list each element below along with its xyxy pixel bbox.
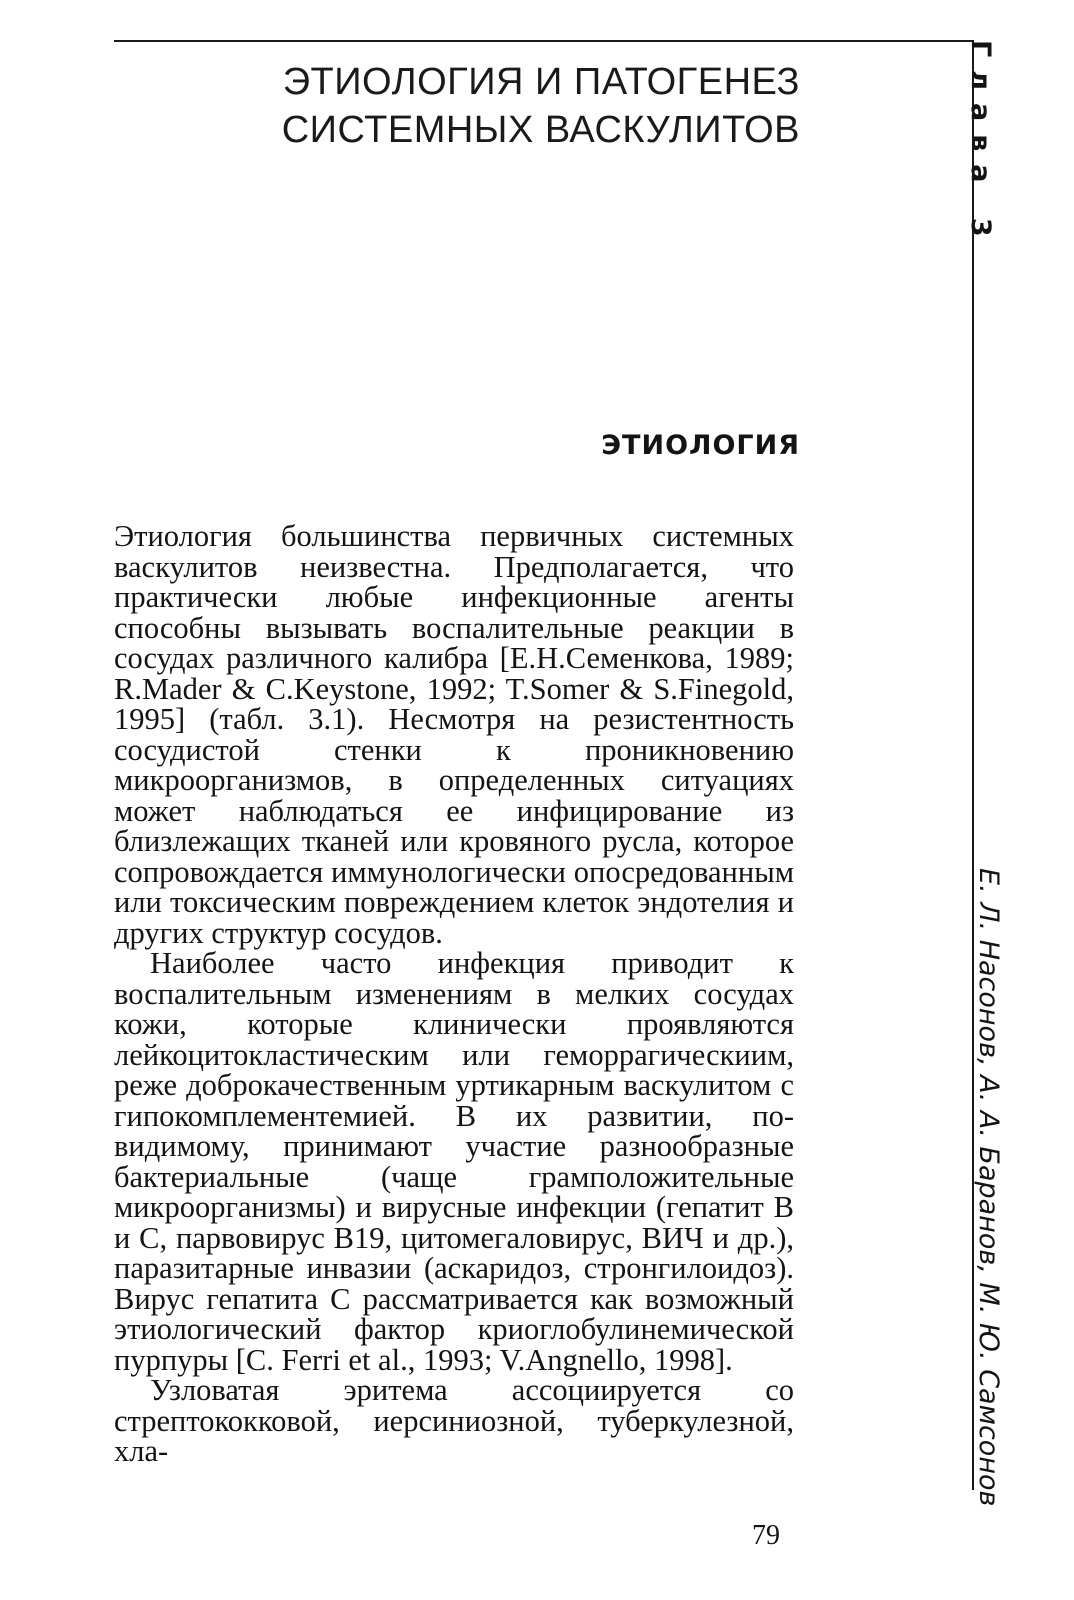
section-heading: ЭТИОЛОГИЯ	[601, 430, 800, 461]
running-head-authors: Е. Л. Насонов, А. А. Баранов, М. Ю. Самсонов	[973, 868, 1004, 1507]
paragraph-3: Узловатая эритема ассоциируется со стрептококковой, иерсиниозной, туберкулезной, хла-	[114, 1373, 794, 1468]
paragraph-1: Этиология большинства первичных системных васкулитов неизвестна. Предполагается, что практически любые инфекционные агенты способны вызывать воспалительные реакции в сосудах различного калибра [Е.Н.Семенкова, 1989; R.Mader & C.Keystone, 1992; T.Somer & S.Finegold, 1995] (табл. 3.1). Несмотря на резистентность сосудистой стенки к проникновению микроорганизмов, в определенных ситуациях может наблюдаться ее инфицирование из близлежащих тканей или кровяного русла, которое сопровождается иммунологически опосредованным или токсическим повреждением клеток эндотелия и других структур сосудов.	[114, 519, 794, 950]
paragraph-2: Наиболее часто инфекция приводит к воспалительным изменениям в мелких сосудах кожи, которые клинически проявляются лейкоцитокластическим или геморрагическиим, реже доброкачественным уртикарным васкулитом с гипокомплементемией. В их развитии, по-видимому, принимают участие разнообразные бактериальные (чаще грамположительные микроорганизмы) и вирусные инфекции (гепатит В и С, парвовирус В19, цитомегаловирус, ВИЧ и др.), паразитарные инвазии (аскаридоз, стронгилоидоз). Вирус гепатита С рассматривается как возможный этиологический фактор криоглобулинемической пурпуры [C. Ferri et al., 1993; V.Angnello, 1998].	[114, 946, 794, 1377]
chapter-title-line-1: ЭТИОЛОГИЯ И ПАТОГЕНЕЗ	[282, 61, 800, 103]
chapter-title	[120, 58, 800, 154]
chapter-side-label: Глава 3	[965, 40, 996, 250]
body-text	[114, 521, 794, 1467]
page-number: 79	[752, 1520, 780, 1551]
chapter-title-line-2: СИСТЕМНЫХ ВАСКУЛИТОВ	[281, 109, 800, 151]
top-rule	[114, 40, 972, 42]
